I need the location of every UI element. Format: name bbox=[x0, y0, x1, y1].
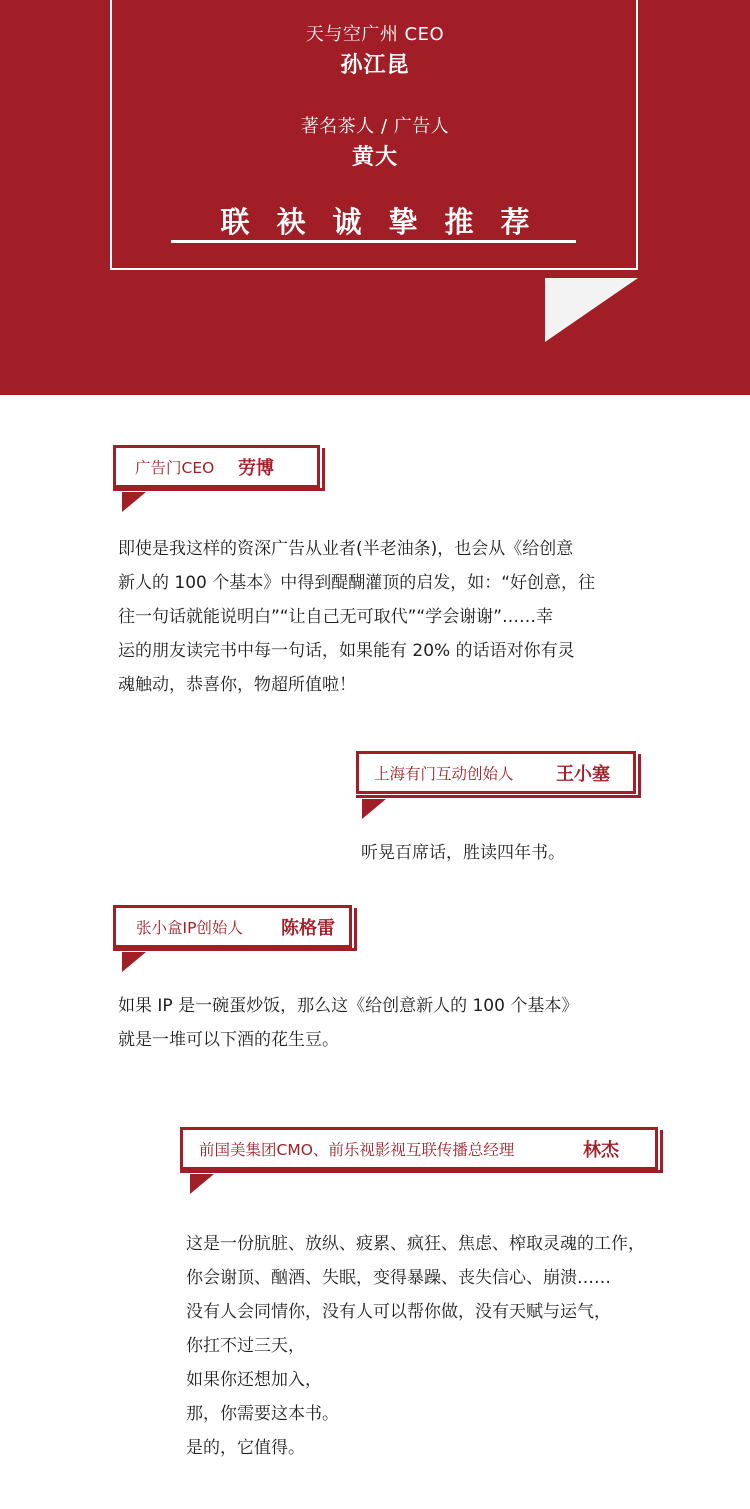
endorsement-text-2 bbox=[361, 836, 565, 870]
text-line: 魂触动，恭喜你，物超所值啦！ bbox=[118, 675, 356, 695]
text-line: 运的朋友读完书中每一句话，如果能有 20% 的话语对你有灵 bbox=[118, 641, 575, 661]
tag-shadow-right bbox=[638, 754, 641, 798]
text-line: 即使是我这样的资深广告从业者(半老油条)，也会从《给创意 bbox=[118, 539, 574, 559]
text-line: 这是一份肮脏、放纵、疲累、疯狂、焦虑、榨取灵魂的工作， bbox=[186, 1234, 645, 1254]
tag-shadow-bottom bbox=[113, 488, 325, 491]
endorser-name: 劳博 bbox=[238, 457, 274, 479]
text-line: 你扛不过三天， bbox=[186, 1336, 305, 1356]
banner-name-2: 黄大 bbox=[351, 145, 398, 170]
tag-notch-icon bbox=[190, 1174, 214, 1194]
text-line: 你会谢顶、酗酒、失眠，变得暴躁、丧失信心、崩溃…… bbox=[186, 1268, 611, 1288]
endorser-role: 张小盒IP创始人 bbox=[136, 918, 243, 937]
endorser-role: 上海有门互动创始人 bbox=[374, 764, 514, 783]
endorsement-text-3 bbox=[118, 989, 578, 1057]
text-line: 听晃百席话，胜读四年书。 bbox=[361, 843, 565, 863]
endorser-name: 王小塞 bbox=[556, 763, 610, 785]
endorser-tag-2 bbox=[356, 751, 636, 794]
text-line: 往一句话就能说明白”“让自己无可取代”“学会谢谢”……幸 bbox=[118, 607, 554, 627]
endorser-tag-4 bbox=[180, 1127, 658, 1170]
endorser-tag-1 bbox=[113, 445, 320, 488]
endorser-name: 林杰 bbox=[583, 1139, 619, 1161]
recommendation-banner bbox=[0, 0, 750, 395]
tag-shadow-bottom bbox=[356, 795, 641, 798]
endorser-role: 广告门CEO bbox=[135, 458, 215, 477]
tag-notch-icon bbox=[362, 799, 386, 819]
endorsement-text-1 bbox=[118, 532, 595, 702]
slogan-underline bbox=[171, 240, 576, 243]
text-line: 如果你还想加入， bbox=[186, 1370, 322, 1390]
text-line: 是的，它值得。 bbox=[186, 1438, 305, 1458]
text-line: 那，你需要这本书。 bbox=[186, 1404, 339, 1424]
endorser-role: 前国美集团CMO、前乐视影视互联传播总经理 bbox=[199, 1140, 515, 1159]
banner-role-2: 著名茶人 / 广告人 bbox=[300, 116, 450, 137]
tag-notch-icon bbox=[122, 952, 146, 972]
endorsement-text-4 bbox=[186, 1227, 645, 1465]
tag-shadow-right bbox=[660, 1130, 663, 1173]
banner-name-1: 孙江昆 bbox=[340, 53, 410, 78]
tag-shadow-right bbox=[322, 448, 325, 491]
endorser-tag-3 bbox=[113, 905, 352, 948]
tag-notch-icon bbox=[122, 492, 146, 512]
endorser-name: 陈格雷 bbox=[281, 917, 335, 939]
text-line: 就是一堆可以下酒的花生豆。 bbox=[118, 1030, 339, 1050]
text-line: 如果 IP 是一碗蛋炒饭，那么这《给创意新人的 100 个基本》 bbox=[118, 996, 579, 1016]
tag-shadow-right bbox=[354, 908, 357, 951]
page-fold-icon bbox=[545, 278, 638, 342]
text-line: 没有人会同情你，没有人可以帮你做，没有天赋与运气， bbox=[186, 1302, 611, 1322]
banner-role-1: 天与空广州 CEO bbox=[305, 24, 445, 45]
text-line: 新人的 100 个基本》中得到醍醐灌顶的启发，如：“好创意，往 bbox=[118, 573, 596, 593]
tag-shadow-bottom bbox=[113, 948, 357, 951]
banner-slogan: 联袂诚挚推荐 bbox=[220, 205, 557, 239]
tag-shadow-bottom bbox=[180, 1170, 663, 1173]
